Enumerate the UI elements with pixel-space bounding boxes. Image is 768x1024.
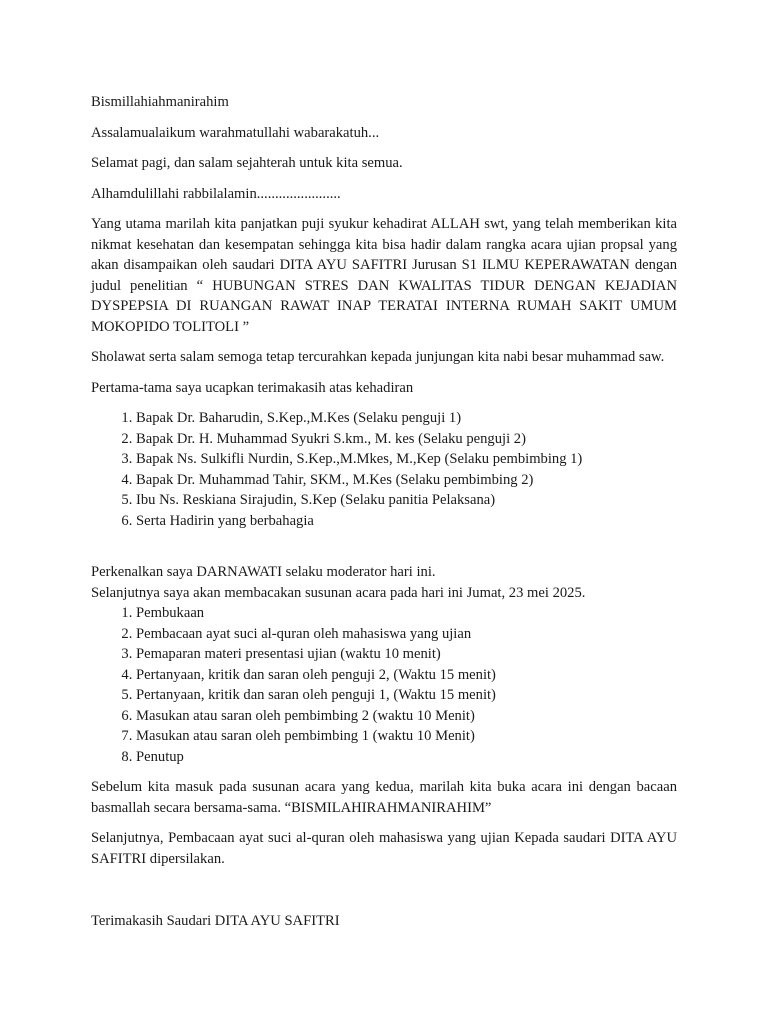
agenda-list [91, 603, 677, 767]
list-item: 4. Pertanyaan, kritik dan saran oleh penguji 2, (Waktu 15 menit) [136, 665, 677, 686]
attendee-list [91, 408, 677, 531]
list-item: 3. Pemaparan materi presentasi ujian (waktu 10 menit) [136, 644, 677, 665]
sholawat-line: Sholawat serta salam semoga tetap tercurahkan kepada junjungan kita nabi besar muhammad saw. [91, 349, 665, 365]
document-page [91, 92, 677, 932]
opening-paragraph: Yang utama marilah kita panjatkan puji syukur kehadirat ALLAH swt, yang telah memberikan kita nikmat kesehatan dan kesempatan sehingga kita bisa hadir dalam rangka acara ujian propsal yang akan disampaikan oleh saudari DITA AYU SAFITRI Jurusan S1 ILMU KEPERAWATAN dengan judul penelitian “ HUBUNGAN STRES DAN KWALITAS TIDUR DENGAN KEJADIAN DYSPEPSIA DI RUANGAN RAWAT INAP TERATAI INTERNA RUMAH SAKIT UMUM MOKOPIDO TOLITOLI ” [91, 216, 677, 335]
salam-line: Assalamualaikum warahmatullahi wabarakatuh... [91, 124, 380, 141]
basmala-line: Bismillahiahmanirahim [91, 94, 229, 110]
basmalah-paragraph: Sebelum kita masuk pada susunan acara yang kedua, marilah kita buka acara ini dengan bacaan basmallah secara bersama-sama. “BISMILAHIRAHMANIRAHIM” [91, 779, 677, 816]
list-item: 6. Serta Hadirin yang berbahagia [136, 511, 677, 532]
agenda-intro: Selanjutnya saya akan membacakan susunan acara pada hari ini Jumat, 23 mei 2025. [91, 584, 586, 601]
greeting-line: Selamat pagi, dan salam sejahterah untuk kita semua. [91, 155, 403, 171]
list-item: 5. Ibu Ns. Reskiana Sirajudin, S.Kep (Selaku panitia Pelaksana) [136, 490, 677, 511]
list-item: 7. Masukan atau saran oleh pembimbing 1 (waktu 10 Menit) [136, 726, 677, 747]
list-item: 6. Masukan atau saran oleh pembimbing 2 (waktu 10 Menit) [136, 706, 677, 727]
closing-line: Terimakasih Saudari DITA AYU SAFITRI [91, 913, 340, 929]
list-item: 2. Pembacaan ayat suci al-quran oleh mahasiswa yang ujian [136, 624, 677, 645]
list-item: 8. Penutup [136, 747, 677, 768]
list-item: 2. Bapak Dr. H. Muhammad Syukri S.km., M. kes (Selaku penguji 2) [136, 429, 677, 450]
list-item: 4. Bapak Dr. Muhammad Tahir, SKM., M.Kes (Selaku pembimbing 2) [136, 470, 677, 491]
thanks-intro: Pertama-tama saya ucapkan terimakasih atas kehadiran [91, 379, 414, 396]
list-item: 1. Bapak Dr. Baharudin, S.Kep.,M.Kes (Selaku penguji 1) [136, 408, 677, 429]
moderator-introduction: Perkenalkan saya DARNAWATI selaku moderator hari ini. [91, 564, 436, 580]
quran-paragraph: Selanjutnya, Pembacaan ayat suci al-quran oleh mahasiswa yang ujian Kepada saudari DITA AYU SAFITRI dipersilakan. [91, 830, 677, 867]
list-item: 5. Pertanyaan, kritik dan saran oleh penguji 1, (Waktu 15 menit) [136, 685, 677, 706]
list-item: 1. Pembukaan [136, 603, 677, 624]
list-item: 3. Bapak Ns. Sulkifli Nurdin, S.Kep.,M.Mkes, M.,Kep (Selaku pembimbing 1) [136, 449, 677, 470]
hamdalah-line: Alhamdulillahi rabbilalamin....................... [91, 185, 341, 202]
